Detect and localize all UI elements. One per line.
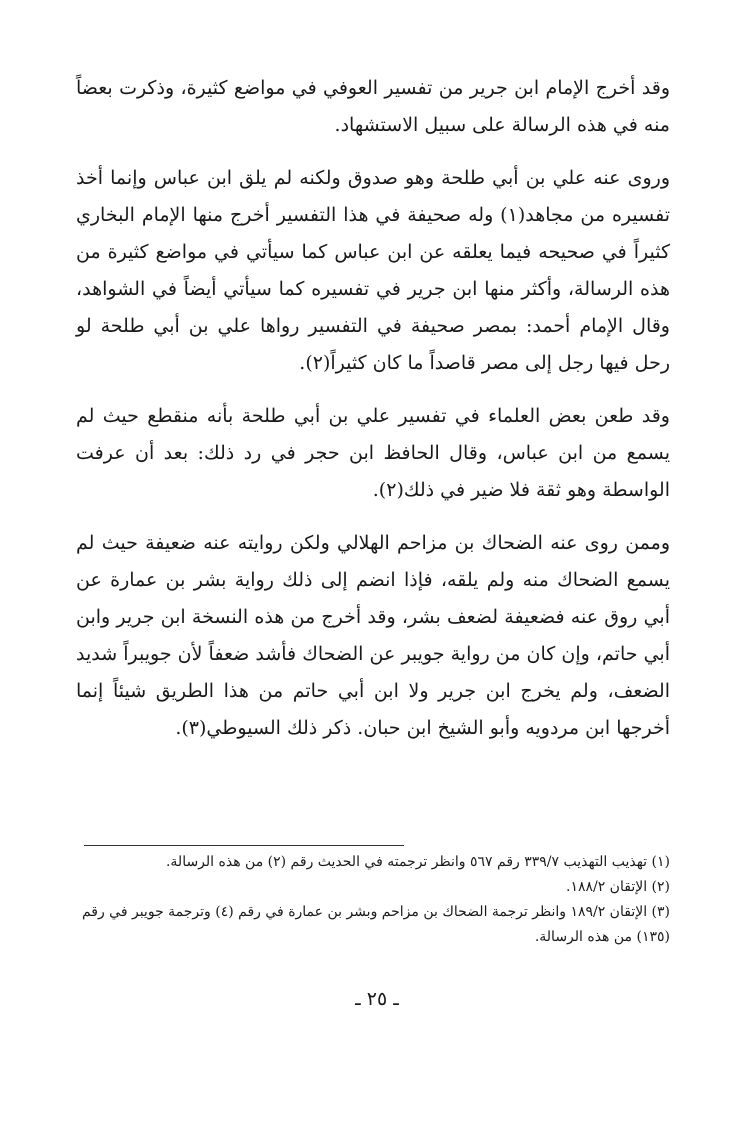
paragraph-3: وقد طعن بعض العلماء في تفسير علي بن أبي طلحة بأنه منقطع حيث لم يسمع من ابن عباس، وقال الحافظ ابن حجر في رد ذلك: بعد أن عرفت الواسطة وهو ثقة فلا ضير في ذلك(٢). xyxy=(76,405,670,501)
page-number: ـ ٢٥ ـ xyxy=(355,988,399,1010)
paragraph-2: وروى عنه علي بن أبي طلحة وهو صدوق ولكنه لم يلق ابن عباس وإنما أخذ تفسيره من مجاهد(١) وله صحيفة في هذا التفسير أخرج منها الإمام البخاري كثيراً في صحيحه فيما يعلقه عن ابن عباس كما سيأتي في مواضع كثيرة من هذه الرسالة، وأكثر منها ابن جرير في تفسيره كما سيأتي أيضاً في الشواهد، وقال الإمام أحمد: بمصر صحيفة في التفسير رواها علي بن أبي طلحة لو رحل فيها رجل إلى مصر قاصداً ما كان كثيراً(٢). xyxy=(76,167,670,374)
footnotes xyxy=(76,850,670,950)
footnote-1: (١) تهذيب التهذيب ٣٣٩/٧ رقم ٥٦٧ وانظر ترجمته في الحديث رقم (٢) من هذه الرسالة. xyxy=(165,854,670,870)
paragraph-1: وقد أخرج الإمام ابن جرير من تفسير العوفي في مواضع كثيرة، وذكرت بعضاً منه في هذه الرسالة على سبيل الاستشهاد. xyxy=(76,77,670,136)
footnote-divider xyxy=(84,845,404,846)
paragraph-4: وممن روى عنه الضحاك بن مزاحم الهلالي ولكن روايته عنه ضعيفة حيث لم يسمع الضحاك منه ولم يلقه، فإذا انضم إلى ذلك رواية بشر بن عمارة عن أبي روق عنه فضعيفة لضعف بشر، وقد أخرج من هذه النسخة ابن جرير وابن أبي حاتم، وإن كان من رواية جويبر عن الضحاك فأشد ضعفاً لأن جويبراً شديد الضعف، ولم يخرج ابن جرير ولا ابن أبي حاتم من هذا الطريق شيئاً إنما أخرجها ابن مردويه وأبو الشيخ ابن حبان. ذكر ذلك السيوطي(٣). xyxy=(76,532,670,739)
footnote-3: (٣) الإتقان ١٨٩/٢ وانظر ترجمة الضحاك بن مزاحم وبشر بن عمارة في رقم (٤) وترجمة جويبر في رقم (١٣٥) من هذه الرسالة. xyxy=(81,904,670,945)
footnote-2: (٢) الإتقان ١٨٨/٢. xyxy=(565,879,670,895)
main-text xyxy=(76,70,670,763)
